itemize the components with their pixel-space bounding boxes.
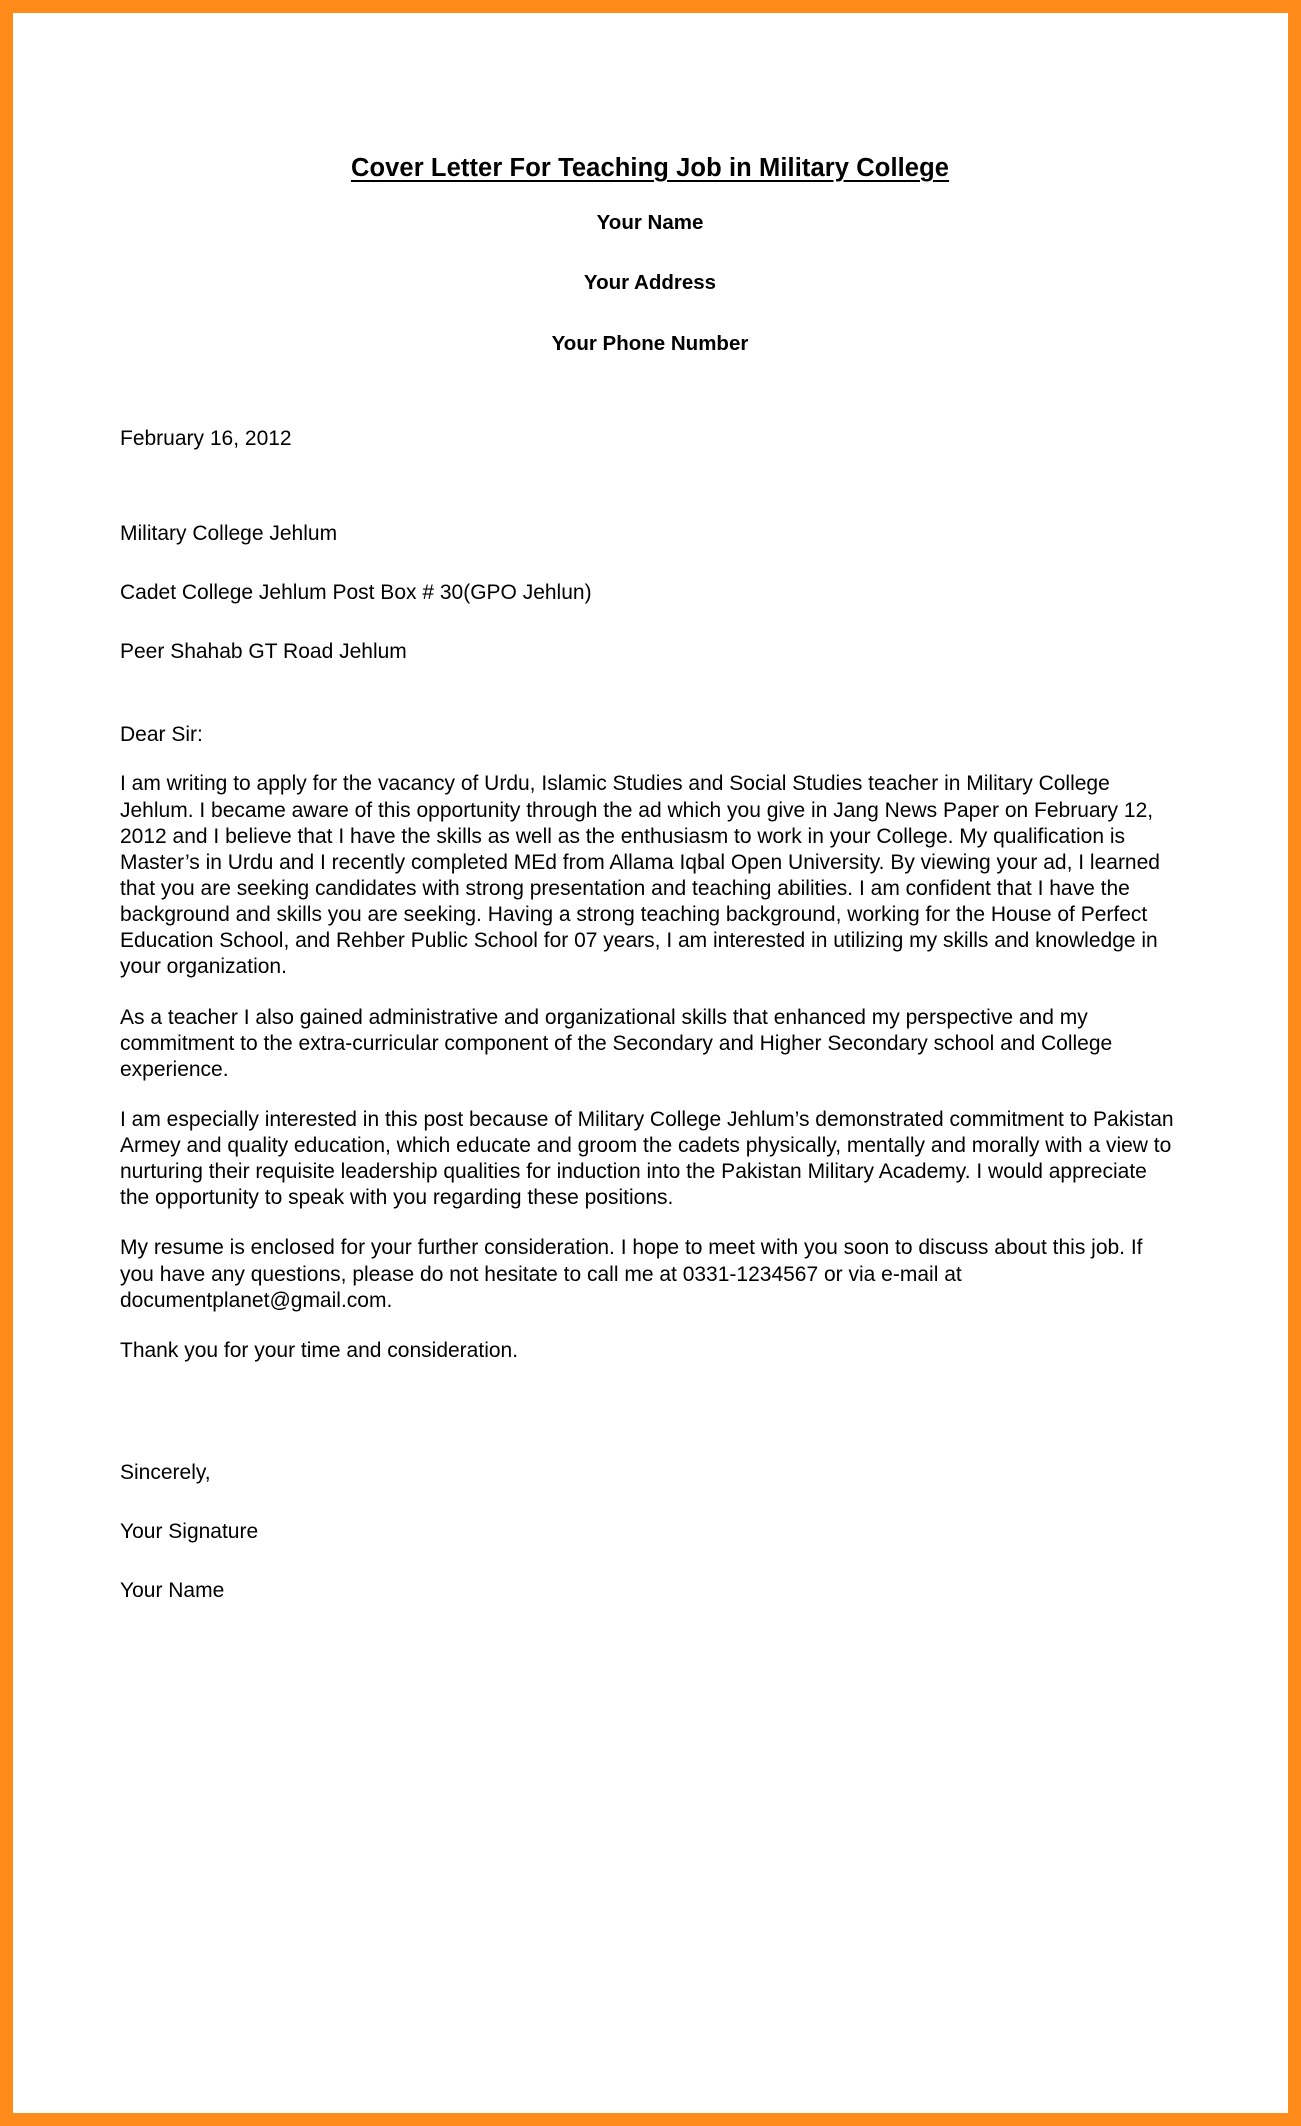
spacer-after-sender [120,354,1180,428]
closing-sign-off: Sincerely, [120,1461,211,1485]
body-paragraph-5: Thank you for your time and consideration. [120,1338,519,1362]
sender-address: Your Address [583,271,717,295]
letter-content [120,153,1180,1601]
letter-sheet [13,13,1288,2113]
closing-name: Your Name [120,1579,225,1603]
spacer-after-date [120,449,1180,523]
spacer-after-recipient [120,662,1180,724]
recipient-line-1: Military College Jehlum [120,522,338,546]
page-title: Cover Letter For Teaching Job in Military College [350,154,950,182]
closing-signature: Your Signature [120,1520,259,1544]
salutation: Dear Sir: [120,723,203,747]
body-paragraph-2: As a teacher I also gained administrative and organizational skills that enhanced my perspective and my commitment to the extra-curricular component of the Secondary and Higher Secondary school and College experience. [120,1005,1113,1081]
letter-date: February 16, 2012 [120,427,292,451]
body-paragraph-3: I am especially interested in this post because of Military College Jehlum’s demonstrated commitment to Pakistan Armey and quality education, which educate and groom the cadets physically, mentally and morally with a view to nurturing their requisite leadership qualities for induction into the Pakistan Military Academy. I would appreciate the opportunity to speak with you regarding these positions. [120,1107,1174,1210]
spacer-before-closing [120,1388,1180,1462]
recipient-block [120,523,1180,662]
sender-block [120,210,1180,355]
sender-name: Your Name [596,210,704,234]
body-paragraph-1: I am writing to apply for the vacancy of Urdu, Islamic Studies and Social Studies teacher in Military College Jehlum. I became aware of this opportunity through the ad which you give in Jang News Paper on February 12, 2012 and I believe that I have the skills as well as the enthusiasm to work in your College. My qualification is Master’s in Urdu and I recently completed MEd from Allama Iqbal Open University. By viewing your ad, I learned that you are seeking candidates with strong presentation and teaching abilities. I am confident that I have the background and skills you are seeking. Having a strong teaching background, working for the House of Perfect Education School, and Rehber Public School for 07 years, I am interested in utilizing my skills and knowledge in your organization. [120,772,1160,979]
recipient-line-3: Peer Shahab GT Road Jehlum [120,640,407,664]
sender-phone: Your Phone Number [551,331,749,355]
body-paragraph-4: My resume is enclosed for your further consideration. I hope to meet with you soon to discuss about this job. If you have any questions, please do not hesitate to call me at 0331-1234567 or via e-mail at documentplanet@gmail.com. [120,1236,1143,1312]
spacer-after-salutation [120,745,1180,771]
recipient-line-2: Cadet College Jehlum Post Box # 30(GPO Jehlun) [120,581,592,605]
